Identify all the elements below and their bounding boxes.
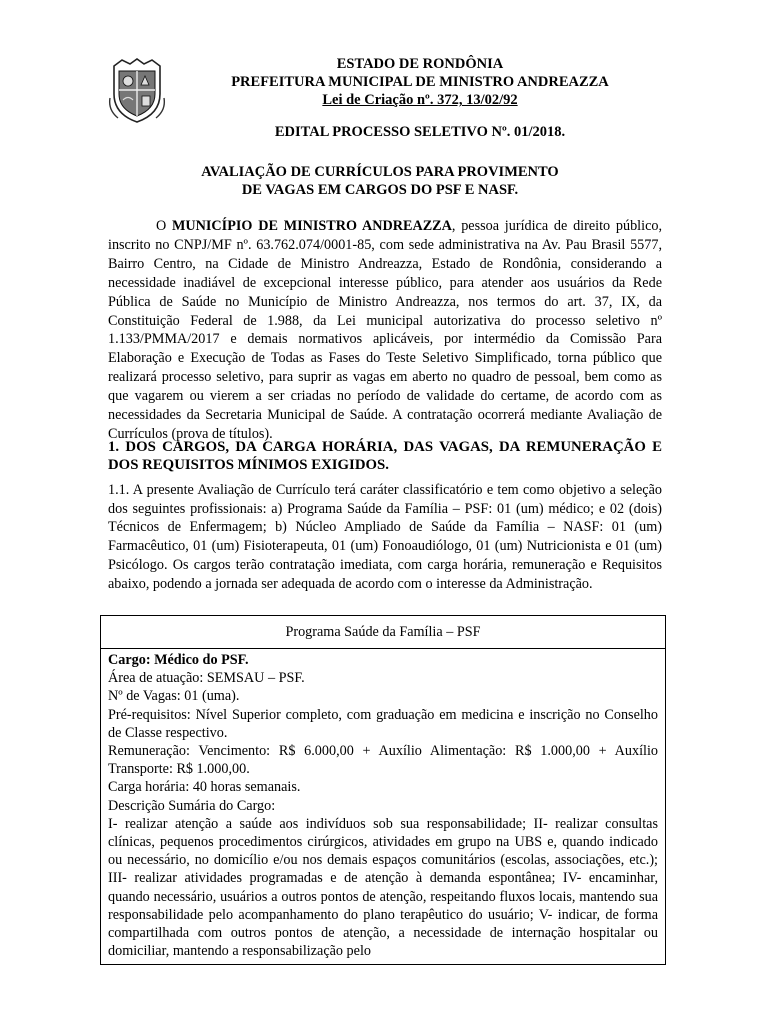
carga-horaria: Carga horária: 40 horas semanais. xyxy=(108,779,301,796)
header-prefeitura: PREFEITURA MUNICIPAL DE MINISTRO ANDREAZZA xyxy=(231,74,609,90)
table-body xyxy=(101,649,665,960)
intro-paragraph: O MUNICÍPIO DE MINISTRO ANDREAZZA, pessoa jurídica de direito público, inscrito no CNPJ/MF nº. 63.762.074/0001-85, com sede administrativa na Av. Pau Brasil 5577, Bairro Centro, na Cidade de Ministro Andreazza, Estado de Rondônia, considerando a necessidade inadiável de excepcional interesse público, para atender aos usuários da Rede Pública de Saúde no Município de Ministro Andreazza, nos termos do art. 37, IX, da Constituição Federal de 1.988, da Lei municipal autorizativa do processo seletivo nº 1.133/PMMA/2017 e demais normativos aplicáveis, por intermédio da Comissão Para Elaboração e Execução de Todas as Fases do Teste Seletivo Simplificado, torna público que realizará processo seletivo, para suprir as vagas em aberto no quadro de pessoal, bem como as que vagarem ou vierem a ser criadas no período de validade do certame, de acordo com as necessidades da Secretaria Municipal de Saúde. A contratação ocorrerá mediante Avaliação de Currículos (prova de títulos). xyxy=(108,218,663,442)
section-1-title: 1. DOS CARGOS, DA CARGA HORÁRIA, DAS VAGAS, DA REMUNERAÇÃO E DOS REQUISITOS MÍNIMOS EXIGIDOS. xyxy=(108,439,662,473)
document-subtitle xyxy=(180,163,580,199)
municipality-name: MUNICÍPIO DE MINISTRO ANDREAZZA xyxy=(172,218,452,234)
descricao-label: Descrição Sumária do Cargo: xyxy=(108,797,276,814)
psf-table xyxy=(100,615,666,965)
remuneracao: Remuneração: Vencimento: R$ 6.000,00 + Auxílio Alimentação: R$ 1.000,00 + Auxílio Transporte: R$ 1.000,00. xyxy=(108,743,658,778)
subtitle-line-2: DE VAGAS EM CARGOS DO PSF E NASF. xyxy=(241,182,519,198)
subtitle-line-1: AVALIAÇÃO DE CURRÍCULOS PARA PROVIMENTO xyxy=(201,164,559,180)
header-lei-criacao: Lei de Criação nº. 372, 13/02/92 xyxy=(322,92,518,108)
municipal-crest-icon xyxy=(108,58,166,124)
header-state: ESTADO DE RONDÔNIA xyxy=(336,56,504,72)
cargo-title: Cargo: Médico do PSF. xyxy=(108,652,249,668)
descricao-text: I- realizar atenção a saúde aos indivíduos sob sua responsabilidade; II- realizar consultas clínicas, pequenos procedimentos cirúrgicos, atividades em grupo na UBS e, quando indicado ou necessário, no domicílio e/ou nos demais espaços comunitários (escolas, associações, etc.); III- realizar atividades programadas e de atenção à demanda espontânea; IV- encaminhar, quando necessário, usuários a outros pontos de atenção, respeitando fluxos locais, mantendo sua responsabilidade pelo acompanhamento do plano terapêutico do usuário; V- indicar, de forma compartilhada com outros pontos de atenção, a necessidade de internação hospitalar ou domiciliar, mantendo a responsabilização pelo xyxy=(108,815,658,960)
numero-vagas: Nº de Vagas: 01 (uma). xyxy=(108,688,240,705)
area-atuacao: Área de atuação: SEMSAU – PSF. xyxy=(108,670,305,687)
pre-requisitos: Pré-requisitos: Nível Superior completo, com graduação em medicina e inscrição no Conselho de Classe respectivo. xyxy=(108,706,658,741)
section-1-1-paragraph: 1.1. A presente Avaliação de Currículo terá caráter classificatório e tem como objetivo a seleção dos seguintes profissionais: a) Programa Saúde da Família – PSF: 01 (um) médico; e 02 (dois) Técnicos de Enfermagem; b) Núcleo Ampliado de Saúde da Família – NASF: 01 (um) Farmacêutico, 01 (um) Fisioterapeuta, 01 (um) Fonoaudiólogo, 01 (um) Nutricionista e 01 (um) Psicólogo. Os cargos terão contratação imediata, com carga horária, remuneração e Requisitos abaixo, podendo a jornada ser adequada de acordo com o interesse da Administração. xyxy=(108,482,662,592)
table-header: Programa Saúde da Família – PSF xyxy=(101,616,665,649)
edital-title: EDITAL PROCESSO SELETIVO Nº. 01/2018. xyxy=(274,124,566,140)
